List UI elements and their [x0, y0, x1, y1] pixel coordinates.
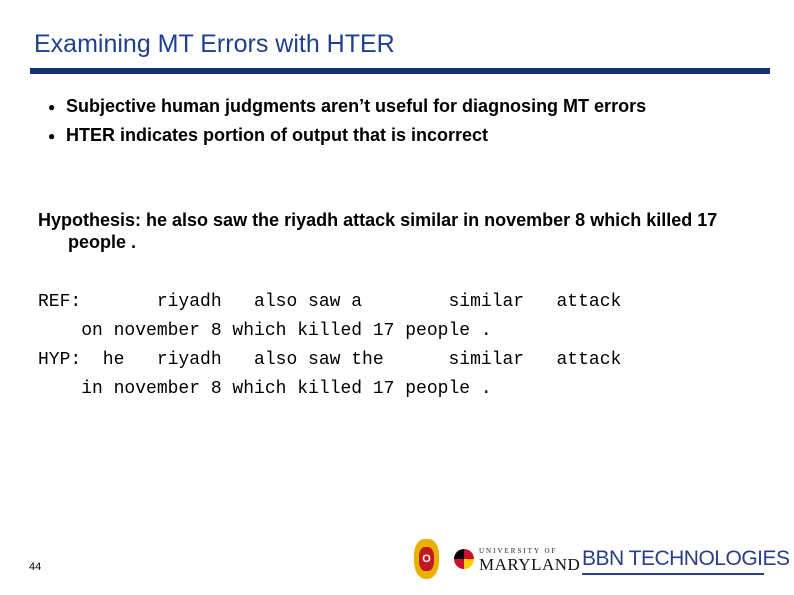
slide-title: Examining MT Errors with HTER: [34, 30, 395, 58]
page-number: 44: [29, 561, 42, 573]
hypothesis-text: Hypothesis: he also saw the riyadh attack similar in november 8 which killed 17 people .: [38, 210, 718, 252]
umd-logo-main: MARYLAND: [479, 555, 581, 574]
bullet-dot-icon: ●: [48, 129, 56, 143]
umd-logo-top: UNIVERSITY OF: [479, 547, 558, 555]
bullet-item: [48, 125, 748, 145]
bullet-dot-icon: ●: [48, 100, 56, 114]
bbn-logo: BBN TECHNOLOGIES: [582, 547, 790, 570]
alignment-line: in november 8 which killed 17 people .: [38, 379, 492, 399]
alignment-line: HYP: he riyadh also saw the similar attack: [38, 350, 622, 370]
bullet-list: [48, 96, 748, 154]
bullet-item: [48, 96, 748, 116]
bullet-text: Subjective human judgments aren’t useful for diagnosing MT errors: [66, 96, 647, 116]
bbn-logo-underline: [582, 573, 764, 575]
title-underline: [30, 68, 770, 74]
alignment-line: on november 8 which killed 17 people .: [38, 321, 492, 341]
oh-logo-icon: [414, 539, 439, 579]
oh-logo-letter: O: [419, 547, 434, 571]
alignment-block: [38, 288, 621, 404]
umd-crest-icon: [454, 549, 474, 569]
alignment-line: REF: riyadh also saw a similar attack: [38, 292, 622, 312]
bullet-text: HTER indicates portion of output that is incorrect: [66, 125, 489, 145]
